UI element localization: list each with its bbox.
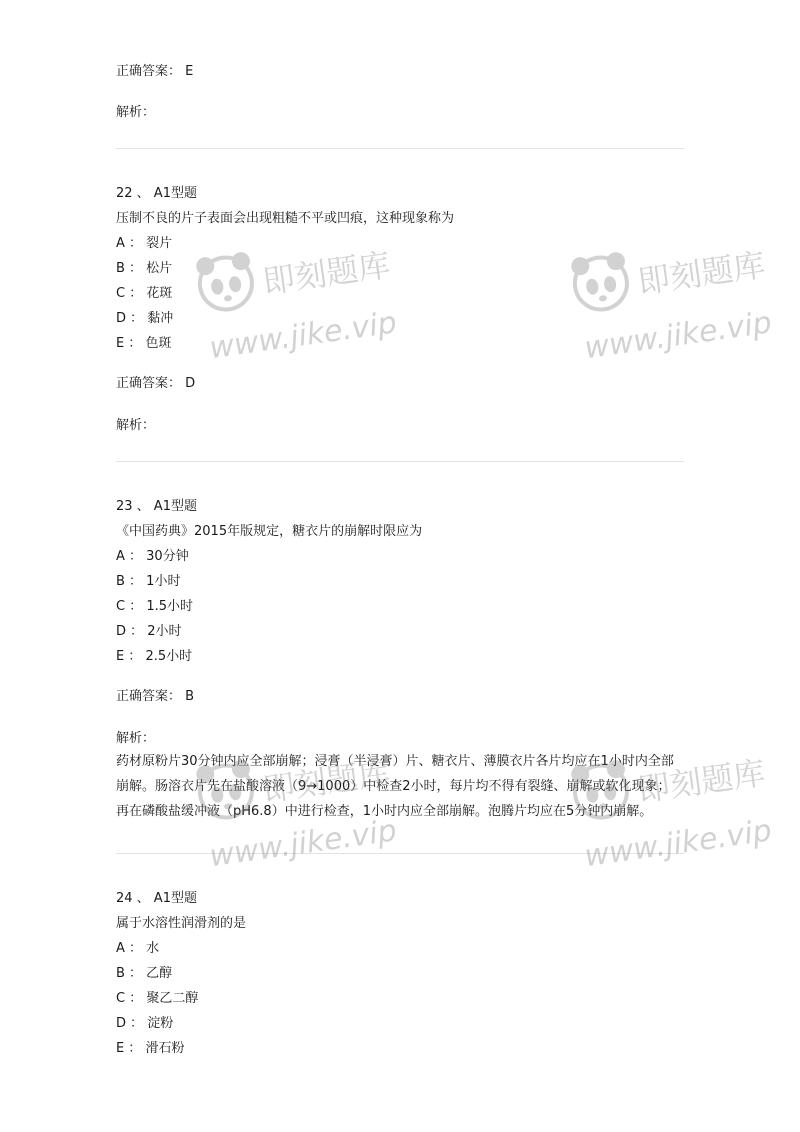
q22-option-e: E ： 色斑 — [116, 336, 172, 351]
watermark-url: www.jike.vip — [207, 813, 399, 875]
q23-option-c: C ： 1.5小时 — [116, 599, 194, 614]
panda-logo-icon — [195, 251, 256, 313]
q22-header: 22 、 A1型题 — [116, 186, 197, 201]
watermark — [195, 232, 425, 382]
q24-option-a: A ： 水 — [116, 941, 160, 956]
watermark-brand: 即刻题库 — [635, 753, 768, 810]
q21-analysis-label: 解析： — [116, 105, 156, 120]
watermark — [570, 232, 774, 382]
q23-option-d: D ： 2小时 — [116, 624, 182, 639]
q22-analysis-label: 解析： — [116, 418, 156, 433]
panda-logo-icon — [570, 251, 631, 313]
q23-analysis-label: 解析： — [116, 731, 156, 746]
q24-header: 24 、 A1型题 — [116, 891, 197, 906]
q22-option-b: B ： 松片 — [116, 261, 173, 276]
q24-option-e: E ： 滑石粉 — [116, 1041, 185, 1056]
q22-option-a: A ： 裂片 — [116, 236, 173, 251]
q23-analysis-text: 药材原粉片30分钟内应全部崩解；浸膏（半浸膏）片、糖衣片、薄膜衣片各片均应在1小时内全部崩解。肠溶衣片先在盐酸溶液（9→1000）中检查2小时，每片均不得有裂缝、崩解或软化现象；再在磷酸盐缓冲液（pH6.8）中进行检查，1小时内应全部崩解。泡腾片均应在5分钟内崩解。 — [116, 754, 674, 819]
q23-header: 23 、 A1型题 — [116, 499, 197, 514]
q24-stem: 属于水溶性润滑剂的是 — [116, 916, 247, 931]
watermark-brand: 即刻题库 — [635, 245, 768, 302]
watermark-url: www.jike.vip — [207, 305, 399, 367]
watermark-url: www.jike.vip — [582, 813, 774, 875]
q22-option-d: D ： 黏冲 — [116, 311, 174, 326]
divider — [116, 148, 684, 149]
divider — [116, 461, 684, 462]
q23-option-e: E ： 2.5小时 — [116, 649, 193, 664]
q23-option-a: A ： 30分钟 — [116, 549, 189, 564]
divider — [116, 853, 684, 854]
q23-answer: 正确答案： B — [116, 689, 195, 704]
watermark-brand: 即刻题库 — [260, 753, 393, 810]
q23-option-b: B ： 1小时 — [116, 574, 181, 589]
q24-option-b: B ： 乙醇 — [116, 966, 173, 981]
watermark-url: www.jike.vip — [582, 305, 774, 367]
q24-option-c: C ： 聚乙二醇 — [116, 991, 199, 1006]
q23-stem: 《中国药典》2015年版规定，糖衣片的崩解时限应为 — [116, 524, 423, 539]
q22-option-c: C ： 花斑 — [116, 286, 173, 301]
q24-option-d: D ： 淀粉 — [116, 1016, 174, 1031]
q22-answer: 正确答案： D — [116, 376, 196, 391]
q22-stem: 压制不良的片子表面会出现粗糙不平或凹痕，这种现象称为 — [116, 211, 455, 226]
watermark-brand: 即刻题库 — [260, 245, 393, 302]
q21-answer: 正确答案： E — [116, 64, 194, 79]
